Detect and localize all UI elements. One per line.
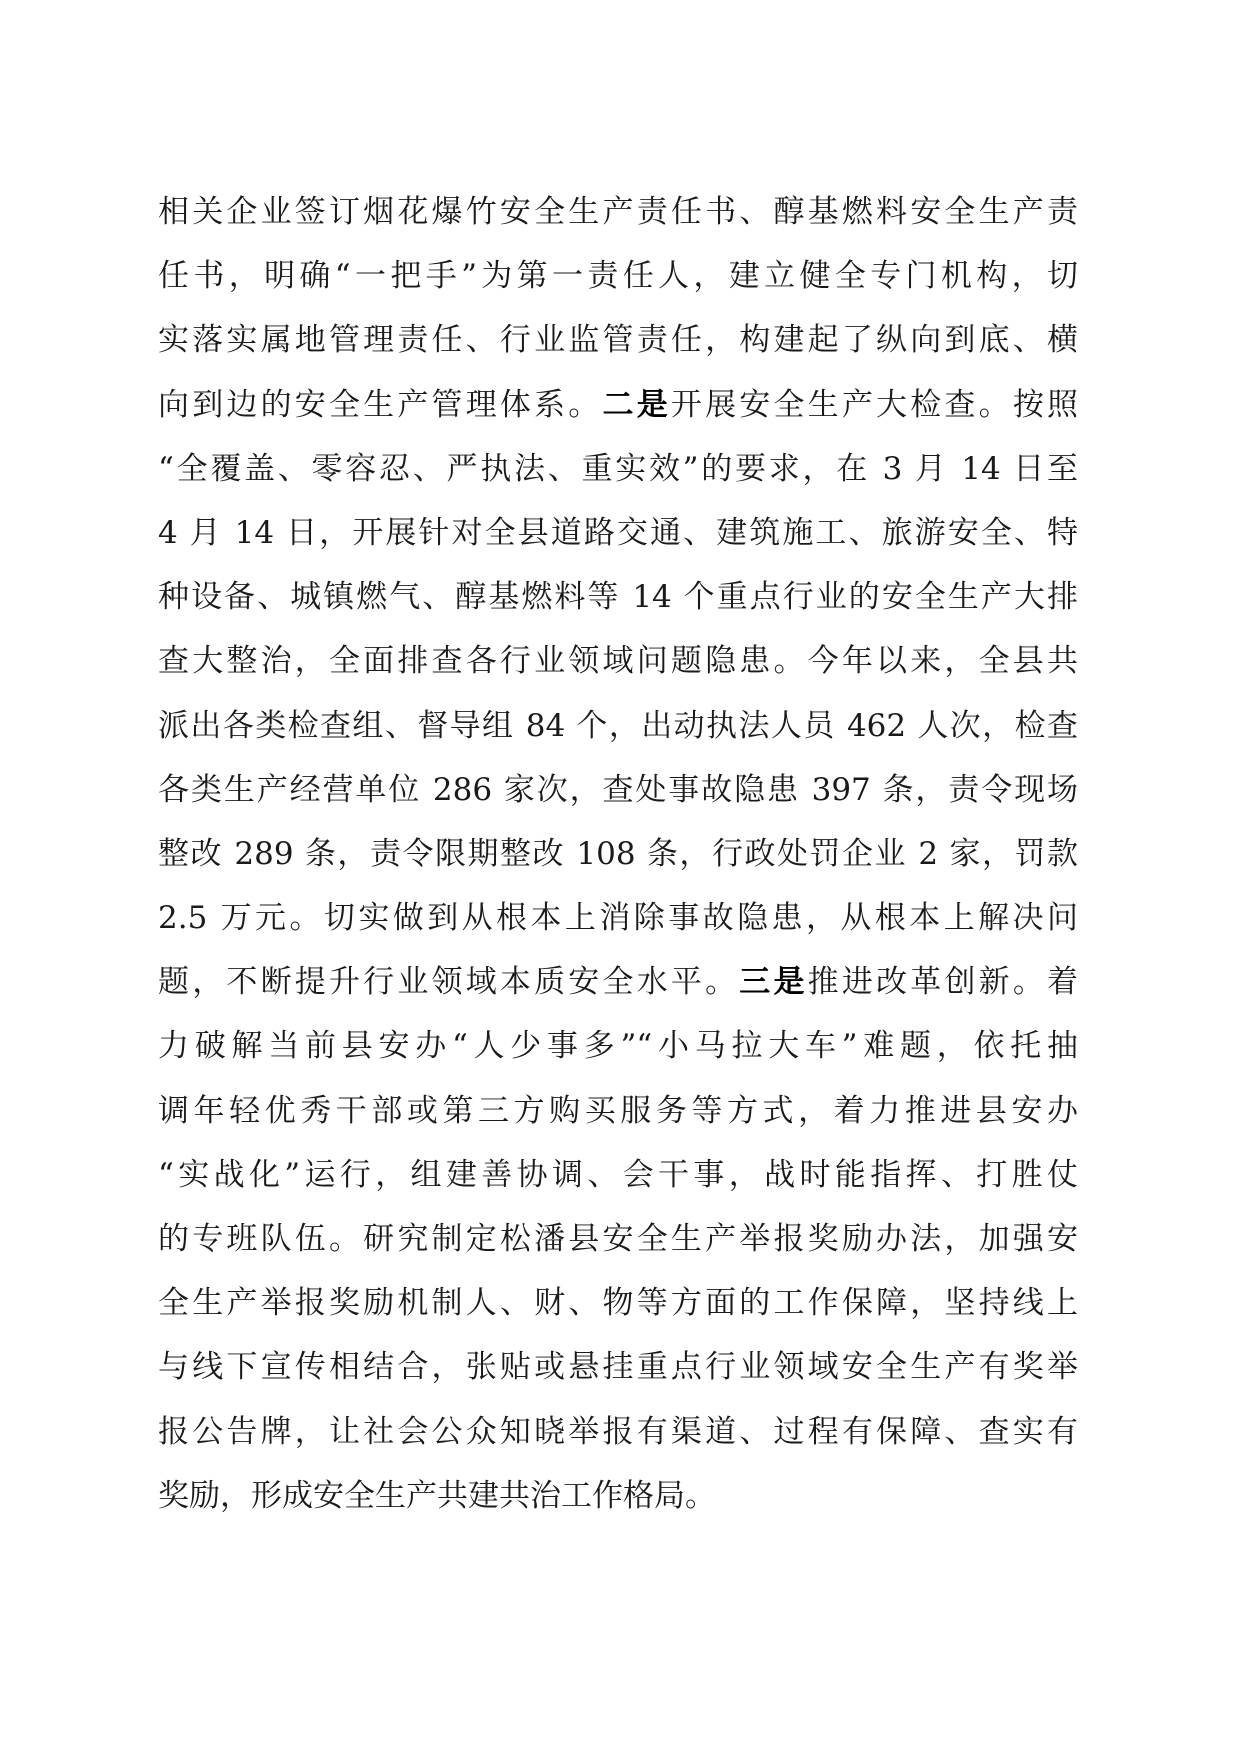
text-line: 报公告牌，让社会公众知晓举报有渠道、过程有保障、查实有 (158, 1413, 1078, 1450)
text-line: 2.5 万元。切实做到从根本上消除事故隐患，从根本上解决问 (158, 900, 1078, 937)
text-line: “全覆盖、零容忍、严执法、重实效”的要求，在 3 月 14 日至 (158, 450, 1078, 487)
text-line: 4 月 14 日，开展针对全县道路交通、建筑施工、旅游安全、特 (158, 514, 1078, 551)
text-line: 种设备、城镇燃气、醇基燃料等 14 个重点行业的安全生产大排 (158, 579, 1078, 616)
text-line (158, 373, 1078, 437)
text-line: 调年轻优秀干部或第三方购买服务等方式，着力推进县安办 (158, 1092, 1078, 1129)
text-line: 派出各类检查组、督导组 84 个，出动执法人员 462 人次，检查 (158, 707, 1078, 744)
text-line: 与线下宣传相结合，张贴或悬挂重点行业领域安全生产有奖举 (158, 1349, 1078, 1386)
emphasis-label: 二是 (602, 386, 671, 423)
text-segment: 开展安全生产大检查。按照 (670, 386, 1079, 423)
text-line: “实战化”运行，组建善协调、会干事，战时能指挥、打胜仗 (158, 1156, 1078, 1193)
text-line: 实落实属地管理责任、行业监管责任，构建起了纵向到底、横 (158, 322, 1078, 359)
text-segment: 推进改革创新。着 (807, 964, 1079, 1001)
text-line: 全生产举报奖励机制人、财、物等方面的工作保障，坚持线上 (158, 1285, 1078, 1322)
text-line (158, 950, 1078, 1014)
text-segment: 向到边的安全生产管理体系。 (158, 386, 603, 423)
text-line: 力破解当前县安办“人少事多”“小马拉大车”难题，依托抽 (158, 1028, 1078, 1065)
text-line: 任书，明确“一把手”为第一责任人，建立健全专门机构，切 (158, 258, 1078, 295)
text-line: 奖励，形成安全生产共建共治工作格局。 (158, 1477, 716, 1514)
text-line: 相关企业签订烟花爆竹安全生产责任书、醇基燃料安全生产责 (158, 194, 1078, 230)
text-segment: 题，不断提升行业领域本质安全水平。 (158, 964, 740, 1001)
text-line: 的专班队伍。研究制定松潘县安全生产举报奖励办法，加强安 (158, 1221, 1078, 1257)
text-line: 整改 289 条，责令限期整改 108 条，行政处罚企业 2 家，罚款 (158, 835, 1078, 872)
text-line: 查大整治，全面排查各行业领域问题隐患。今年以来，全县共 (158, 643, 1078, 680)
body-paragraph (158, 180, 1078, 1528)
text-line: 各类生产经营单位 286 家次，查处事故隐患 397 条，责令现场 (158, 771, 1078, 808)
emphasis-label: 三是 (739, 964, 808, 1001)
